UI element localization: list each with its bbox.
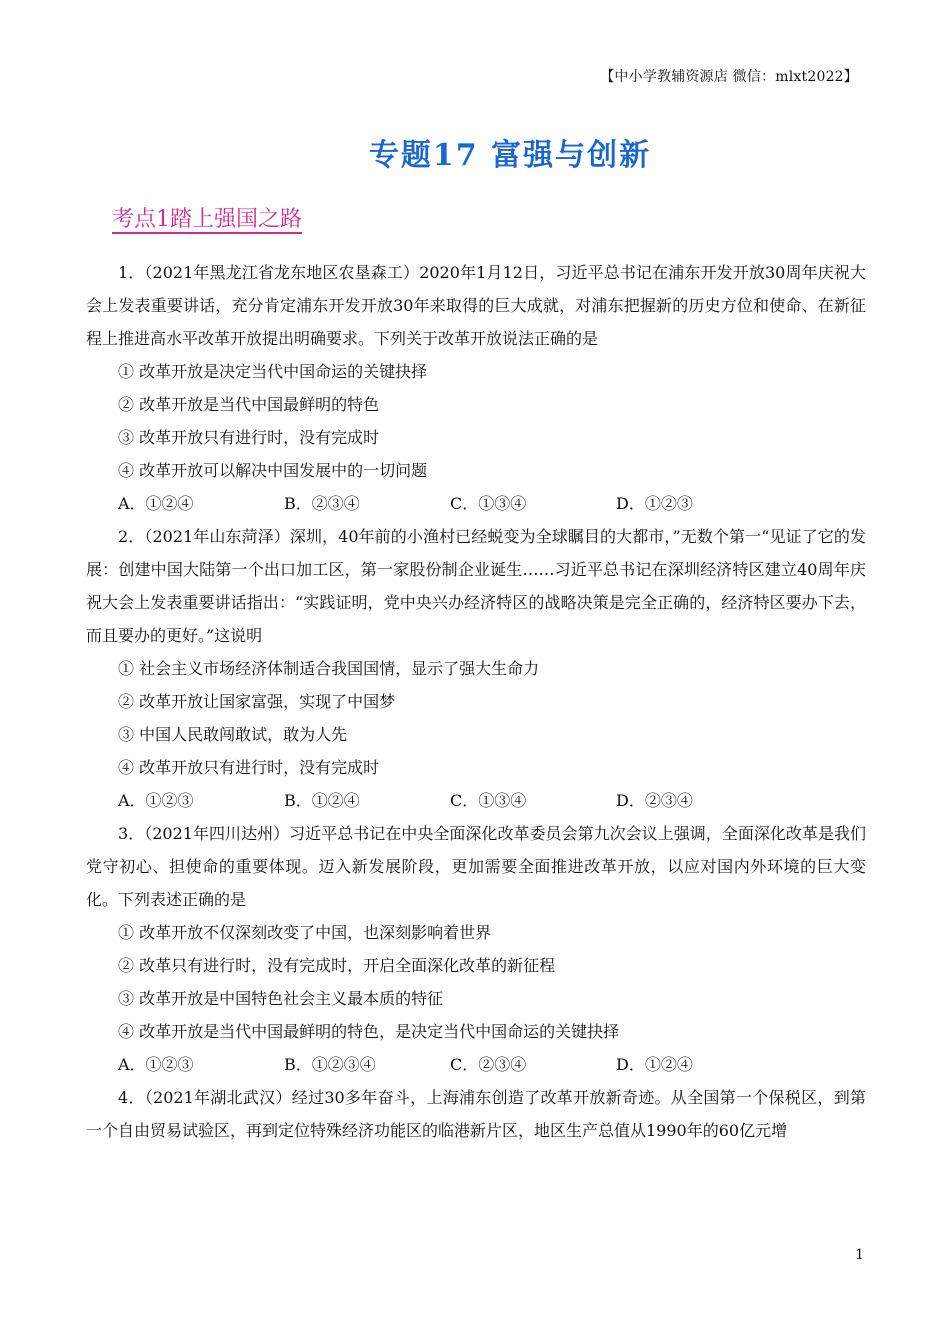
question-list [86, 256, 866, 1147]
question-stem: 4．（2021年湖北武汉）经过30多年奋斗，上海浦东创造了改革开放新奇迹。从全国第一个保税区，到第一个自由贸易试验区，再到定位特殊经济功能区的临港新片区，地区生产总值从1990年的60亿元增 [86, 1088, 866, 1140]
statement-option: ③ 中国人民敢闯敢试，敢为人先 [118, 725, 348, 744]
section-heading: 考点1踏上强国之路 [112, 207, 302, 232]
statement-option: ① 社会主义市场经济体制适合我国国情，显示了强大生命力 [118, 659, 540, 678]
choice-c: C．①③④ [450, 791, 527, 810]
question-stem: 3．（2021年四川达州）习近平总书记在中央全面深化改革委员会第九次会议上强调，全面深化改革是我们党守初心、担使命的重要体现。迈入新发展阶段，更加需要全面推进改革开放，以应对国内外环境的巨大变化。下列表述正确的是 [86, 824, 866, 909]
choice-b: B．①②④ [284, 791, 360, 810]
choice-b: B．②③④ [284, 494, 360, 513]
choice-c: C．②③④ [450, 1055, 527, 1074]
statement-option: ③ 改革开放是中国特色社会主义最本质的特征 [118, 989, 444, 1008]
question-2 [86, 520, 866, 817]
document-title: 专题17 富强与创新 [368, 138, 652, 173]
question-4 [86, 1081, 866, 1147]
choice-d: D．②③④ [616, 791, 693, 810]
statement-option: ① 改革开放是决定当代中国命运的关键抉择 [118, 362, 428, 381]
choice-a: A．①②③ [118, 791, 194, 810]
choice-b: B．①②③④ [284, 1055, 376, 1074]
statement-option: ④ 改革开放可以解决中国发展中的一切问题 [118, 461, 428, 480]
statement-option: ② 改革只有进行时，没有完成时，开启全面深化改革的新征程 [118, 956, 556, 975]
answer-choices [86, 1048, 866, 1081]
statement-option: ② 改革开放是当代中国最鲜明的特色 [118, 395, 380, 414]
header-note: 【中小学教辅资源店 微信：mlxt2022】 [600, 69, 858, 85]
statement-option: ③ 改革开放只有进行时，没有完成时 [118, 428, 380, 447]
statement-option: ② 改革开放让国家富强，实现了中国梦 [118, 692, 396, 711]
page-number: 1 [855, 1247, 864, 1263]
statement-option: ④ 改革开放只有进行时，没有完成时 [118, 758, 380, 777]
question-stem: 1．（2021年黑龙江省龙东地区农垦森工）2020年1月12日，习近平总书记在浦东开发开放30周年庆祝大会上发表重要讲话，充分肯定浦东开发开放30年来取得的巨大成就，对浦东把握新的历史方位和使命、在新征程上推进高水平改革开放提出明确要求。下列关于改革开放说法正确的是 [86, 263, 866, 348]
choice-a: A．①②④ [118, 494, 194, 513]
choice-d: D．①②④ [616, 1055, 693, 1074]
question-3 [86, 817, 866, 1081]
question-stem: 2．（2021年山东菏泽）深圳，40年前的小渔村已经蜕变为全球瞩目的大都市，”无数个第一“见证了它的发展：创建中国大陆第一个出口加工区，第一家股份制企业诞生……习近平总书记在深圳经济特区建立40周年庆祝大会上发表重要讲话指出：“实践证明，党中央兴办经济特区的战略决策是完全正确的，经济特区要办下去，而且要办的更好。”这说明 [86, 527, 866, 645]
statement-option: ④ 改革开放是当代中国最鲜明的特色，是决定当代中国命运的关键抉择 [118, 1022, 620, 1041]
statement-option: ① 改革开放不仅深刻改变了中国，也深刻影响着世界 [118, 923, 492, 942]
answer-choices [86, 784, 866, 817]
choice-d: D．①②③ [616, 494, 693, 513]
choice-c: C．①③④ [450, 494, 527, 513]
choice-a: A．①②③ [118, 1055, 194, 1074]
answer-choices [86, 487, 866, 520]
question-1 [86, 256, 866, 520]
